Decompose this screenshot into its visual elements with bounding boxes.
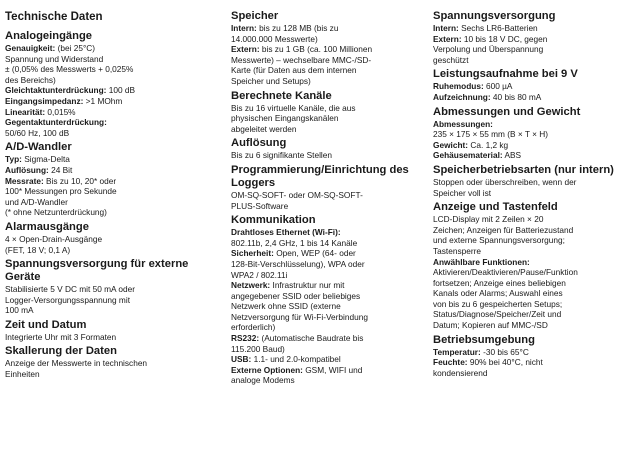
spec-line bbox=[433, 309, 625, 320]
spec-label: Intern: bbox=[433, 23, 459, 33]
column-2 bbox=[231, 10, 427, 389]
spec-label: Gegentaktunterdrückung: bbox=[5, 117, 107, 128]
spec-section bbox=[231, 137, 427, 161]
spec-value: fortsetzen; Anzeige eines beliebigen bbox=[433, 277, 566, 288]
spec-line bbox=[231, 76, 427, 87]
column-3 bbox=[433, 10, 625, 381]
spec-line bbox=[231, 227, 427, 238]
spec-value: und externe Spannungsversorgung; bbox=[433, 235, 565, 246]
spec-value: bis zu 128 MB (bis zu bbox=[256, 23, 339, 33]
spec-value: LCD-Display mit 2 Zeilen × 20 bbox=[433, 214, 544, 225]
spec-line bbox=[231, 150, 427, 161]
spec-value: Kanals oder Alarms; Auswahl eines bbox=[433, 288, 563, 299]
spec-section bbox=[5, 30, 213, 138]
spec-line bbox=[5, 64, 213, 75]
section-heading: Leistungsaufnahme bei 9 V bbox=[433, 68, 578, 81]
spec-label: Messrate: bbox=[5, 175, 44, 186]
spec-value: Sigma-Delta bbox=[21, 154, 70, 165]
spec-label: Auflösung: bbox=[5, 164, 49, 175]
spec-value: Sechs LR6-Batterien bbox=[458, 23, 538, 33]
spec-line bbox=[5, 43, 213, 54]
spec-line bbox=[433, 150, 625, 161]
spec-label: Netzwerk: bbox=[231, 280, 271, 291]
section-heading: Alarmausgänge bbox=[5, 220, 89, 233]
spec-value: 600 µA bbox=[483, 81, 513, 92]
spec-label: Linearität: bbox=[5, 106, 46, 117]
spec-line bbox=[5, 96, 213, 107]
section-heading: Analogeingänge bbox=[5, 30, 93, 42]
spec-section bbox=[433, 201, 625, 331]
spec-value: Verpolung und Überspannung bbox=[433, 44, 544, 55]
spec-value: GSM, WIFI und bbox=[302, 364, 363, 375]
spec-line bbox=[5, 54, 213, 65]
spec-value: Logger-Versorgungsspannung mit bbox=[5, 294, 130, 305]
spec-value: 90% bei 40°C, nicht bbox=[467, 357, 543, 368]
spec-label: Drahtloses Ethernet (Wi-Fi): bbox=[231, 227, 341, 238]
spec-line bbox=[231, 23, 427, 34]
spec-value: Integrierte Uhr mit 3 Formaten bbox=[5, 331, 117, 342]
spec-line bbox=[5, 176, 213, 187]
spec-value: 100* Messungen pro Sekunde bbox=[5, 186, 117, 197]
spec-value: physischen Eingangskanälen bbox=[231, 113, 339, 124]
spec-line bbox=[231, 270, 427, 281]
spec-section bbox=[231, 164, 427, 211]
spec-value: Stoppen oder überschreiben, wenn der bbox=[433, 176, 577, 187]
spec-value: Bis zu 10, 20* oder bbox=[43, 175, 117, 186]
spec-value: Speicher voll ist bbox=[433, 187, 492, 198]
spec-line bbox=[231, 354, 427, 365]
spec-value: 1.1- und 2.0-kompatibel bbox=[251, 354, 341, 365]
spec-line bbox=[231, 238, 427, 249]
section-heading: Skallerung der Daten bbox=[5, 345, 117, 358]
spec-line bbox=[5, 197, 213, 208]
spec-line bbox=[5, 245, 213, 256]
spec-label: Gleichtaktunterdrückung: bbox=[5, 85, 107, 96]
section-heading: Spannungsversorgung bbox=[433, 10, 556, 22]
section-heading: Betriebsumgebung bbox=[433, 333, 535, 346]
spec-section bbox=[231, 10, 427, 87]
section-heading: Programmierung/Einrichtung des Loggers bbox=[231, 163, 409, 189]
section-heading: Anzeige und Tastenfeld bbox=[433, 201, 558, 214]
spec-line bbox=[433, 357, 625, 368]
spec-line bbox=[433, 23, 625, 34]
spec-line bbox=[5, 165, 213, 176]
spec-section bbox=[433, 10, 625, 65]
spec-line bbox=[231, 55, 427, 66]
spec-section bbox=[433, 106, 625, 161]
spec-label: Anwählbare Funktionen: bbox=[433, 256, 530, 267]
spec-label: Extern: bbox=[231, 44, 260, 55]
spec-value: Ca. 1,2 kg bbox=[468, 139, 509, 150]
section-heading: Speicherbetriebsarten (nur intern) bbox=[433, 163, 614, 176]
spec-value: Aktivieren/Deaktivieren/Pause/Funktion bbox=[433, 267, 578, 278]
spec-value: abgeleitet werden bbox=[231, 123, 297, 134]
spec-line bbox=[5, 85, 213, 96]
spec-value: von bis zu 6 gespeicherten Setups; bbox=[433, 298, 563, 309]
spec-label: Externe Optionen: bbox=[231, 364, 303, 375]
spec-value: 100 dB bbox=[106, 85, 136, 96]
spec-line bbox=[5, 207, 213, 218]
spec-value: >1 MOhm bbox=[83, 95, 123, 106]
spec-line bbox=[433, 44, 625, 55]
spec-value: (FET, 18 V; 0,1 A) bbox=[5, 244, 71, 255]
spec-line bbox=[231, 65, 427, 76]
section-heading: Spannungsversorgung für externe Geräte bbox=[5, 258, 189, 284]
spec-section bbox=[5, 319, 213, 343]
spec-line bbox=[231, 44, 427, 55]
spec-line bbox=[433, 267, 625, 278]
spec-line bbox=[231, 333, 427, 344]
spec-line bbox=[5, 358, 213, 369]
spec-line bbox=[433, 320, 625, 331]
spec-value: Stabilisierte 5 V DC mit 50 mA oder bbox=[5, 284, 136, 295]
spec-value: OM-SQ-SOFT- oder OM-SQ-SOFT- bbox=[231, 189, 363, 200]
spec-value: 802.11b, 2,4 GHz, 1 bis 14 Kanäle bbox=[231, 237, 358, 248]
spec-label: Genauigkeit: bbox=[5, 43, 56, 53]
section-heading: Abmessungen und Gewicht bbox=[433, 105, 581, 118]
spec-value: Speicher und Setups) bbox=[231, 75, 311, 86]
spec-line bbox=[231, 103, 427, 114]
spec-value: angegebener SSID oder beliebiges bbox=[231, 290, 361, 301]
spec-value: (Automatische Baudrate bis bbox=[259, 333, 364, 344]
spec-line bbox=[231, 365, 427, 376]
spec-label: Eingangsimpedanz: bbox=[5, 95, 84, 106]
spec-value: -30 bis 65°C bbox=[480, 346, 529, 357]
spec-line bbox=[5, 128, 213, 139]
spec-line bbox=[231, 201, 427, 212]
spec-line bbox=[5, 117, 213, 128]
spec-value: (* ohne Netzunterdrückung) bbox=[5, 207, 107, 218]
spec-line bbox=[231, 248, 427, 259]
spec-value: PLUS-Software bbox=[231, 200, 289, 211]
spec-line bbox=[231, 344, 427, 355]
spec-line bbox=[5, 284, 213, 295]
spec-label: Ruhemodus: bbox=[433, 81, 484, 92]
spec-line bbox=[433, 55, 625, 66]
spec-section bbox=[5, 345, 213, 379]
page-title: Technische Daten bbox=[5, 11, 103, 23]
spec-line bbox=[5, 154, 213, 165]
spec-value: 115.200 Baud) bbox=[231, 343, 285, 354]
section-heading: A/D-Wandler bbox=[5, 141, 72, 154]
spec-value: analoge Modems bbox=[231, 375, 295, 386]
column-1 bbox=[5, 10, 213, 383]
spec-label: USB: bbox=[231, 354, 252, 365]
spec-line bbox=[5, 234, 213, 245]
spec-line bbox=[5, 75, 213, 86]
section-heading: Kommunikation bbox=[231, 214, 316, 227]
spec-line bbox=[433, 81, 625, 92]
spec-line bbox=[433, 278, 625, 289]
spec-line bbox=[231, 291, 427, 302]
spec-label: Abmessungen: bbox=[433, 118, 493, 129]
spec-section bbox=[433, 164, 625, 198]
spec-line bbox=[5, 186, 213, 197]
spec-line bbox=[433, 246, 625, 257]
spec-label: Temperatur: bbox=[433, 346, 481, 357]
spec-section bbox=[231, 90, 427, 135]
spec-section bbox=[5, 221, 213, 255]
spec-value: 235 × 175 × 55 mm (B × T × H) bbox=[433, 129, 548, 140]
spec-value: und A/D-Wandler bbox=[5, 196, 68, 207]
spec-line bbox=[433, 288, 625, 299]
spec-value: Open, WEP (64- oder bbox=[273, 248, 356, 259]
spec-line bbox=[231, 113, 427, 124]
spec-value: erforderlich) bbox=[231, 322, 276, 333]
spec-line bbox=[5, 107, 213, 118]
spec-label: RS232: bbox=[231, 333, 260, 344]
spec-value: 128-Bit-Verschlüsselung), WPA oder bbox=[231, 258, 365, 269]
spec-line bbox=[231, 322, 427, 333]
spec-section bbox=[5, 141, 213, 218]
spec-label: Extern: bbox=[433, 33, 462, 44]
spec-line bbox=[433, 129, 625, 140]
spec-value: 100 mA bbox=[5, 305, 34, 316]
spec-value: Datum; Kopieren auf MMC-/SD bbox=[433, 320, 548, 331]
spec-line bbox=[231, 34, 427, 45]
spec-line bbox=[231, 190, 427, 201]
spec-line bbox=[231, 312, 427, 323]
spec-value: Zeichen; Anzeigen für Batteriezustand bbox=[433, 224, 574, 235]
spec-value: Netzversorgung für Wi-Fi-Verbindung bbox=[231, 311, 368, 322]
spec-value: 24 Bit bbox=[48, 164, 73, 175]
spec-value: Status/Diagnose/Speicher/Zeit und bbox=[433, 309, 562, 320]
spec-value: Karte (für Daten aus dem internen bbox=[231, 65, 357, 76]
spec-line bbox=[433, 92, 625, 103]
spec-label: Typ: bbox=[5, 154, 22, 165]
spec-line bbox=[433, 225, 625, 236]
spec-label: Gehäusematerial: bbox=[433, 150, 503, 161]
spec-line bbox=[433, 368, 625, 379]
spec-value: Messwerte) – wechselbare MMC-/SD- bbox=[231, 54, 372, 65]
spec-line bbox=[433, 34, 625, 45]
spec-line bbox=[433, 299, 625, 310]
spec-line bbox=[231, 280, 427, 291]
spec-value: bis zu 1 GB (ca. 100 Millionen bbox=[259, 44, 373, 55]
spec-value: Infrastruktur nur mit bbox=[270, 280, 345, 291]
spec-value: Bis zu 16 virtuelle Kanäle, die aus bbox=[231, 102, 356, 113]
spec-line bbox=[5, 295, 213, 306]
spec-value: WPA2 / 802.11i bbox=[231, 269, 288, 280]
section-heading: Zeit und Datum bbox=[5, 318, 87, 331]
spec-value: Anzeige der Messwerte in technischen bbox=[5, 358, 148, 369]
spec-value: (bei 25°C) bbox=[55, 43, 96, 53]
spec-label: Aufzeichnung: bbox=[433, 91, 491, 102]
spec-line bbox=[231, 124, 427, 135]
spec-line bbox=[433, 347, 625, 358]
spec-value: ABS bbox=[502, 150, 522, 161]
spec-section bbox=[5, 258, 213, 316]
spec-value: Netzwerk ohne SSID (externe bbox=[231, 301, 341, 312]
spec-line bbox=[433, 188, 625, 199]
spec-value: ± (0,05% des Messwerts + 0,025% bbox=[5, 64, 134, 75]
spec-value: des Bereichs) bbox=[5, 74, 56, 85]
spec-line bbox=[5, 369, 213, 380]
spec-value: Spannung und Widerstand bbox=[5, 53, 104, 64]
section-heading: Auflösung bbox=[231, 137, 287, 150]
spec-line bbox=[231, 259, 427, 270]
spec-line bbox=[433, 140, 625, 151]
section-heading: Speicher bbox=[231, 10, 279, 22]
spec-value: Bis zu 6 signifikante Stellen bbox=[231, 150, 333, 161]
spec-value: 4 × Open-Drain-Ausgänge bbox=[5, 233, 103, 244]
spec-line bbox=[231, 301, 427, 312]
spec-value: Tastensperre bbox=[433, 245, 481, 256]
spec-section bbox=[433, 334, 625, 379]
spec-label: Intern: bbox=[231, 23, 257, 33]
spec-value: 10 bis 18 V DC, gegen bbox=[461, 33, 548, 44]
spec-line bbox=[231, 375, 427, 386]
spec-value: 40 bis 80 mA bbox=[490, 91, 542, 102]
spec-label: Sicherheit: bbox=[231, 248, 274, 259]
spec-value: Einheiten bbox=[5, 369, 40, 380]
spec-section bbox=[433, 68, 625, 102]
spec-section bbox=[231, 214, 427, 386]
spec-line bbox=[5, 305, 213, 316]
spec-label: Gewicht: bbox=[433, 139, 469, 150]
spec-value: geschützt bbox=[433, 54, 469, 65]
spec-value: 0,015% bbox=[45, 106, 76, 117]
section-heading: Berechnete Kanäle bbox=[231, 89, 332, 102]
spec-value: 50/60 Hz, 100 dB bbox=[5, 127, 70, 138]
spec-line bbox=[433, 235, 625, 246]
spec-value: 14.000.000 Messwerte) bbox=[231, 33, 318, 44]
spec-line bbox=[433, 214, 625, 225]
spec-line bbox=[5, 332, 213, 343]
spec-line bbox=[433, 177, 625, 188]
spec-line bbox=[433, 257, 625, 268]
spec-label: Feuchte: bbox=[433, 357, 468, 368]
spec-value: kondensierend bbox=[433, 367, 488, 378]
spec-line bbox=[433, 119, 625, 130]
